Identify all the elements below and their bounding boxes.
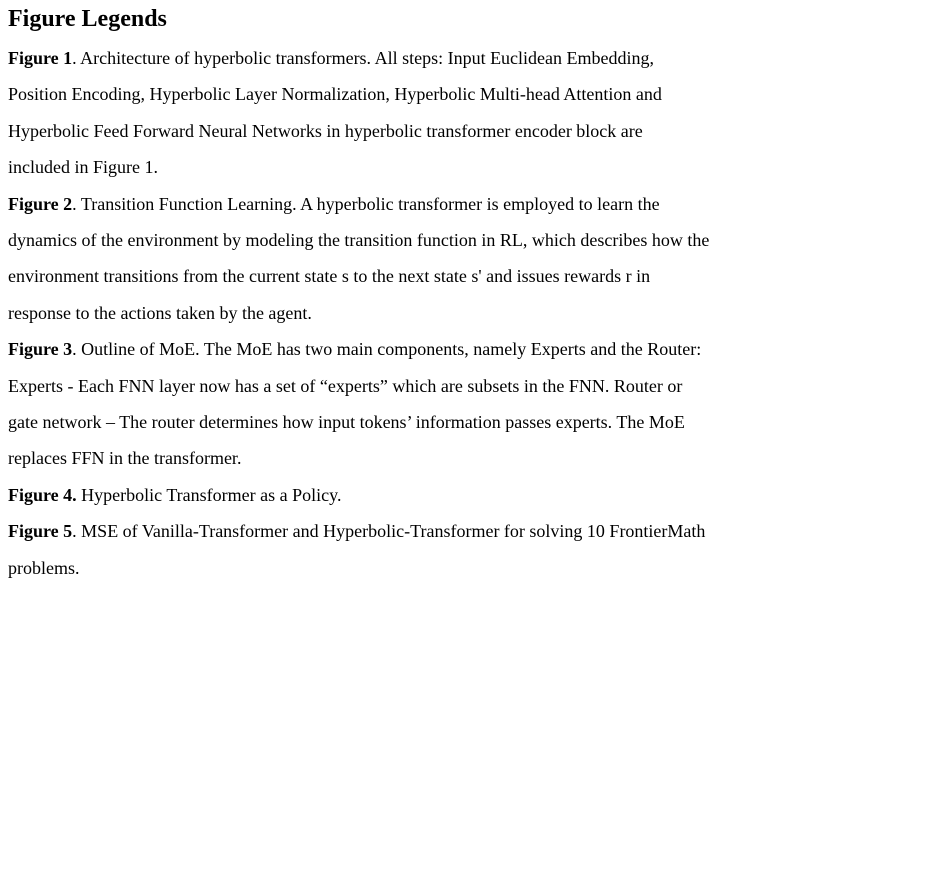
- figure-legend-4: [8, 477, 944, 513]
- legend-text: . Transition Function Learning. A hyperbolic transformer is employed to learn the: [72, 193, 660, 214]
- figure-legend-1: [8, 40, 944, 186]
- legend-line: environment transitions from the current state s to the next state s' and issues rewards r in: [8, 266, 651, 287]
- figure-label: Figure 2: [8, 193, 73, 214]
- legend-line: dynamics of the environment by modeling the transition function in RL, which describes how the: [8, 230, 710, 251]
- legend-line: gate network – The router determines how input tokens’ information passes experts. The MoE: [8, 412, 685, 433]
- legend-text: . Outline of MoE. The MoE has two main components, namely Experts and the Router:: [72, 339, 702, 360]
- legend-line: replaces FFN in the transformer.: [8, 448, 242, 469]
- figure-legend-5: [8, 513, 944, 586]
- legend-line: response to the actions taken by the agent.: [8, 302, 312, 323]
- document-page: [8, 0, 944, 586]
- figure-legend-2: [8, 186, 944, 332]
- figure-label: Figure 1: [8, 48, 73, 68]
- legend-line: [8, 40, 944, 76]
- legend-text: Hyperbolic Transformer as a Policy.: [76, 484, 342, 505]
- legend-line: problems.: [8, 557, 80, 578]
- legend-text: . Architecture of hyperbolic transformers. All steps: Input Euclidean Embedding,: [72, 48, 655, 68]
- figure-label: Figure 4.: [8, 484, 77, 505]
- document-title: Figure Legends: [8, 6, 167, 32]
- legend-line: Hyperbolic Feed Forward Neural Networks in hyperbolic transformer encoder block are: [8, 120, 643, 141]
- legend-line: [8, 477, 944, 513]
- figure-legend-3: [8, 331, 944, 477]
- legend-line: [8, 331, 944, 367]
- legend-line: [8, 186, 944, 222]
- legend-line: [8, 513, 944, 549]
- figure-label: Figure 3: [8, 339, 73, 360]
- legend-text: . MSE of Vanilla-Transformer and Hyperbolic-Transformer for solving 10 FrontierMath: [72, 521, 706, 542]
- figure-label: Figure 5: [8, 521, 73, 542]
- legend-line: included in Figure 1.: [8, 157, 158, 178]
- legend-line: Position Encoding, Hyperbolic Layer Normalization, Hyperbolic Multi-head Attention and: [8, 84, 662, 105]
- legend-line: Experts - Each FNN layer now has a set of “experts” which are subsets in the FNN. Router or: [8, 375, 683, 396]
